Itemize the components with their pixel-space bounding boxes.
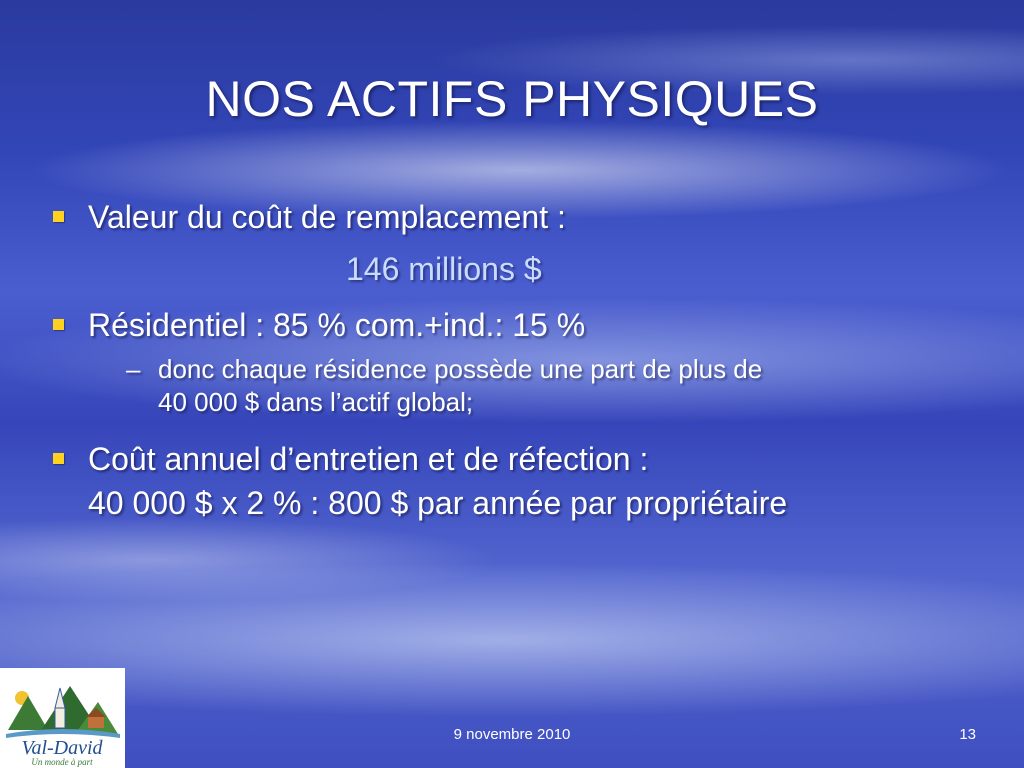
dash-bullet-icon: – [126,354,141,384]
bullet-text: Valeur du coût de remplacement : [88,199,566,235]
slide-title: NOS ACTIFS PHYSIQUES [205,71,819,127]
bullet-line: 40 000 $ x 2 % : 800 $ par année par propriétaire [88,485,788,521]
bullet-text: Résidentiel : 85 % com.+ind.: 15 % [88,307,586,343]
sub-bullet-line: donc chaque résidence possède une part de plus de [158,354,763,384]
highlight-value: 146 millions $ [346,251,542,287]
sub-bullet-item [50,353,990,419]
slide-content [50,195,990,525]
square-bullet-icon [53,319,64,330]
bullet-item [50,303,990,347]
bullet-item [50,195,990,239]
svg-text:Un monde à part: Un monde à part [31,757,93,767]
svg-text:Val-David: Val-David [21,737,103,759]
village-logo-icon [0,668,125,768]
square-bullet-icon [53,453,64,464]
bullet-item [50,437,990,525]
square-bullet-icon [53,211,64,222]
slide-number: 13 [959,726,976,743]
sub-bullet-line: 40 000 $ dans l’actif global; [158,387,474,417]
bullet-line: Coût annuel d’entretien et de réfection : [88,441,649,477]
val-david-logo [0,668,125,768]
footer-date: 9 novembre 2010 [453,726,571,743]
